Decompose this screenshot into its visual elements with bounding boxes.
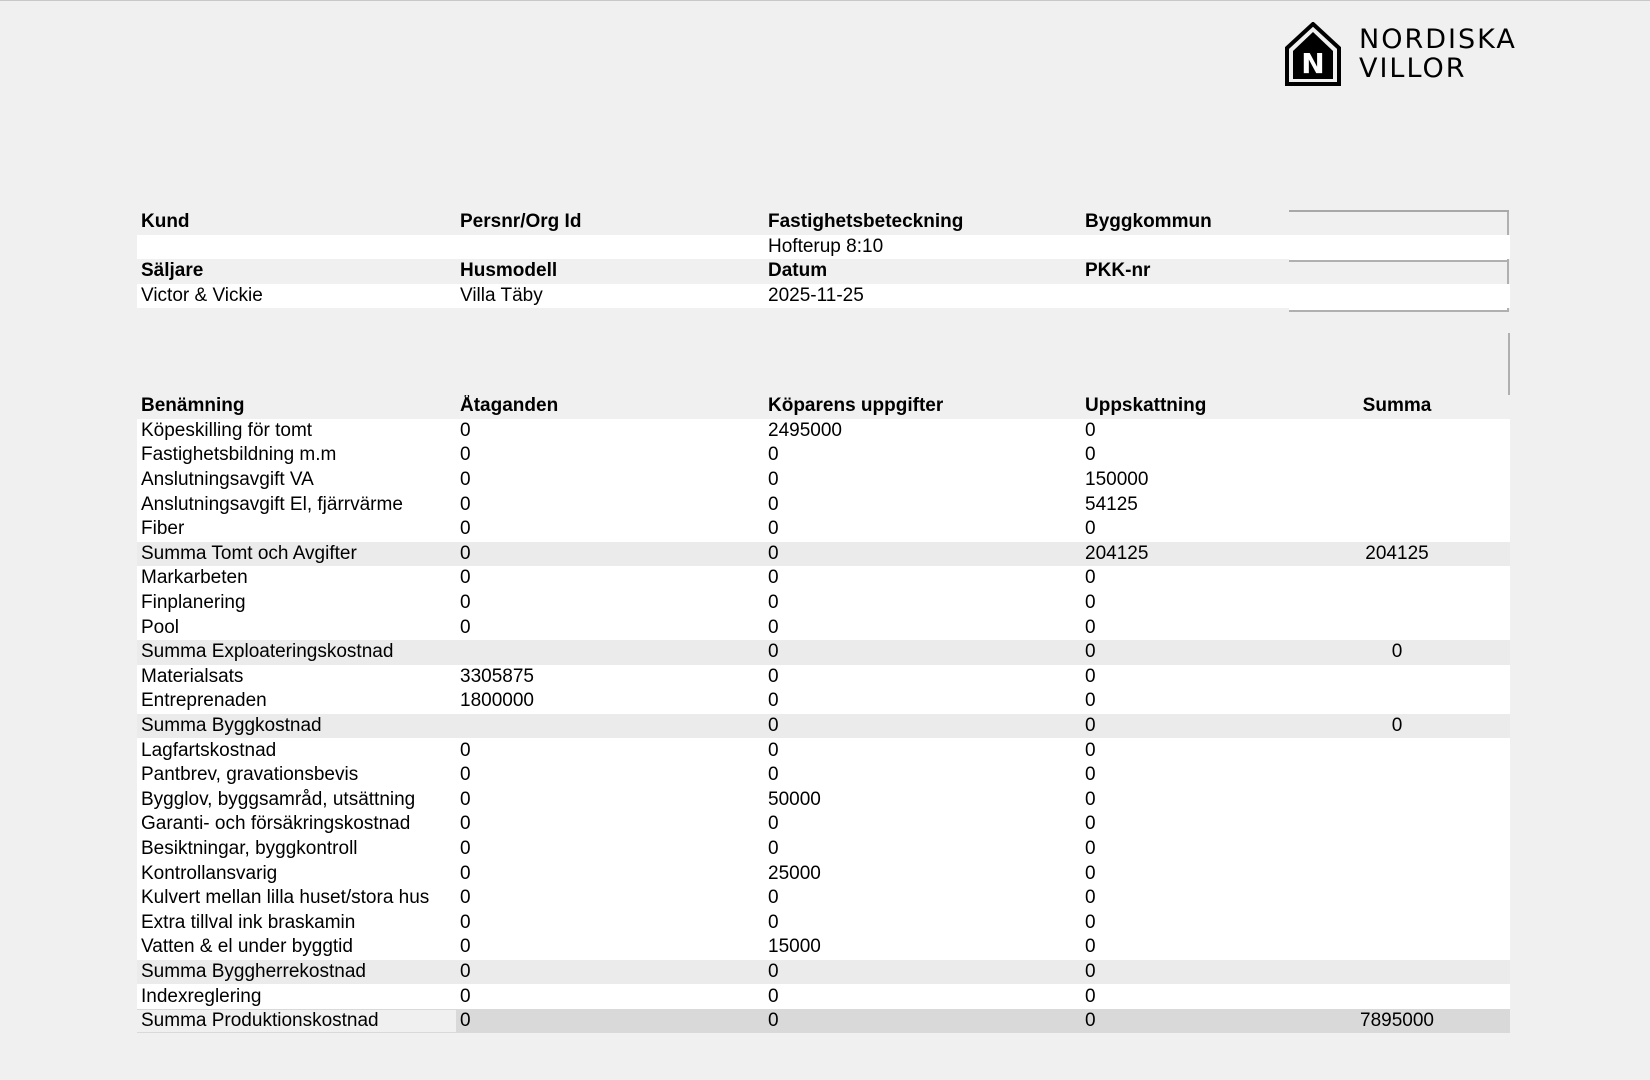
subtotal-row — [137, 640, 1510, 665]
row-label: Fastighetsbildning m.m — [141, 444, 337, 466]
cost-header-benamning: Benämning — [141, 395, 245, 417]
info-cell-husmodell[interactable]: Villa Täby — [460, 285, 543, 307]
house-logo-icon — [1285, 22, 1341, 86]
row-label: Kontrollansvarig — [141, 862, 278, 884]
row-label: Besiktningar, byggkontroll — [141, 837, 358, 859]
table-row — [137, 419, 1510, 444]
table-cell[interactable]: 0 — [1085, 837, 1096, 859]
table-cell[interactable]: 0 — [460, 985, 471, 1007]
table-cell[interactable]: 0 — [1085, 518, 1096, 540]
table-cell[interactable]: 1800000 — [460, 690, 534, 712]
subtotal-row — [137, 714, 1510, 739]
row-label: Anslutningsavgift VA — [141, 469, 314, 491]
info-header: Fastighetsbeteckning — [768, 211, 964, 233]
table-cell[interactable]: 0 — [1085, 911, 1096, 933]
table-cell[interactable]: 0 — [1085, 764, 1096, 786]
table-cell[interactable]: 0 — [1085, 862, 1096, 884]
info-value-row — [137, 284, 1510, 309]
table-cell[interactable]: 15000 — [768, 936, 821, 958]
table-cell[interactable]: 0 — [768, 444, 779, 466]
table-cell[interactable]: 0 — [768, 739, 779, 761]
info-header: Datum — [768, 260, 828, 282]
info-value-row — [137, 235, 1510, 260]
table-cell[interactable]: 0 — [768, 887, 779, 909]
table-cell[interactable]: 0 — [460, 518, 471, 540]
table-cell[interactable]: 54125 — [1085, 493, 1138, 515]
table-cell[interactable]: 0 — [768, 715, 779, 737]
brand-line-2: VILLOR — [1359, 53, 1467, 84]
row-label: Anslutningsavgift El, fjärrvärme — [141, 493, 403, 515]
table-row — [137, 763, 1510, 788]
table-row — [137, 591, 1510, 616]
row-label: Köpeskilling för tomt — [141, 419, 313, 441]
info-header: Byggkommun — [1085, 211, 1212, 233]
table-row — [137, 665, 1510, 690]
table-cell[interactable]: 0 — [460, 936, 471, 958]
table-cell[interactable]: 25000 — [768, 862, 821, 884]
total-row — [137, 1009, 1510, 1034]
table-row — [137, 788, 1510, 813]
table-cell[interactable]: 0 — [1085, 715, 1096, 737]
table-cell[interactable]: 0 — [1085, 665, 1096, 687]
cost-rows — [137, 419, 1510, 1034]
row-label: Summa Tomt och Avgifter — [141, 542, 357, 564]
table-row — [137, 566, 1510, 591]
brand-logo — [1285, 22, 1517, 86]
table-cell[interactable]: 0 — [1391, 641, 1403, 663]
row-label: Summa Exploateringskostnad — [141, 641, 394, 663]
info-table — [137, 210, 1510, 308]
table-cell[interactable]: 0 — [460, 419, 471, 441]
row-label: Indexreglering — [141, 985, 262, 1007]
info-cell-datum[interactable]: 2025-11-25 — [768, 285, 864, 307]
row-label: Kulvert mellan lilla huset/stora hus — [141, 887, 430, 909]
table-cell[interactable]: 0 — [768, 690, 779, 712]
table-cell[interactable]: 0 — [768, 1010, 779, 1032]
table-cell[interactable]: 0 — [768, 493, 779, 515]
info-header: Kund — [141, 211, 190, 233]
subtotal-row — [137, 542, 1510, 567]
table-cell[interactable]: 0 — [768, 837, 779, 859]
row-label: Entreprenaden — [141, 690, 267, 712]
table-cell[interactable]: 0 — [460, 960, 471, 982]
table-cell[interactable]: 0 — [460, 764, 471, 786]
table-row — [137, 689, 1510, 714]
row-label: Materialsats — [141, 665, 244, 687]
table-cell[interactable]: 0 — [460, 1010, 471, 1032]
info-header: Persnr/Org Id — [460, 211, 582, 233]
table-cell[interactable]: 0 — [460, 592, 471, 614]
table-cell[interactable]: 0 — [768, 616, 779, 638]
cost-header-row — [137, 394, 1510, 419]
row-label: Garanti- och försäkringskostnad — [141, 813, 411, 835]
row-label: Summa Byggherrekostnad — [141, 960, 366, 982]
table-cell[interactable]: 0 — [1085, 641, 1096, 663]
table-cell[interactable]: 0 — [768, 665, 779, 687]
table-cell[interactable]: 0 — [1085, 444, 1096, 466]
table-cell[interactable]: 0 — [1085, 936, 1096, 958]
table-cell[interactable]: 0 — [460, 567, 471, 589]
row-label: Pantbrev, gravationsbevis — [141, 764, 359, 786]
table-cell[interactable]: 0 — [768, 911, 779, 933]
table-row — [137, 615, 1510, 640]
info-header: PKK-nr — [1085, 260, 1151, 282]
table-row — [137, 492, 1510, 517]
table-cell[interactable]: 150000 — [1085, 469, 1149, 491]
table-row — [137, 886, 1510, 911]
table-cell[interactable]: 0 — [768, 567, 779, 589]
table-cell[interactable]: 0 — [1085, 739, 1096, 761]
table-cell[interactable]: 0 — [768, 592, 779, 614]
table-cell[interactable]: 0 — [460, 837, 471, 859]
table-cell[interactable]: 0 — [768, 518, 779, 540]
divider-line — [1508, 333, 1510, 395]
table-cell[interactable]: 0 — [768, 764, 779, 786]
brand-line-1: NORDISKA — [1359, 24, 1517, 55]
table-row — [137, 812, 1510, 837]
row-label: Bygglov, byggsamråd, utsättning — [141, 788, 416, 810]
subtotal-row — [137, 960, 1510, 985]
table-cell[interactable]: 0 — [1085, 419, 1096, 441]
table-cell[interactable]: 204125 — [1085, 542, 1149, 564]
cost-header-koparens: Köparens uppgifter — [768, 395, 944, 417]
table-cell[interactable]: 0 — [1085, 887, 1096, 909]
table-cell[interactable]: 0 — [1085, 960, 1096, 982]
info-cell-saljare[interactable]: Victor & Vickie — [141, 285, 263, 307]
info-header: Husmodell — [460, 260, 558, 282]
row-label: Summa Produktionskostnad — [137, 1010, 456, 1032]
table-cell[interactable]: 7895000 — [1360, 1010, 1434, 1032]
table-cell[interactable]: 0 — [768, 641, 779, 663]
cost-header-summa: Summa — [1362, 395, 1432, 417]
table-cell[interactable]: 0 — [460, 862, 471, 884]
table-row — [137, 861, 1510, 886]
info-header-row — [137, 259, 1510, 284]
cost-header-ataganden: Åtaganden — [460, 395, 559, 417]
table-cell[interactable]: 0 — [460, 616, 471, 638]
table-cell[interactable]: 0 — [1085, 788, 1096, 810]
table-cell[interactable]: 204125 — [1365, 542, 1429, 564]
table-row — [137, 517, 1510, 542]
table-cell[interactable]: 0 — [1085, 813, 1096, 835]
table-cell[interactable]: 2495000 — [768, 419, 842, 441]
row-label: Extra tillval ink braskamin — [141, 911, 356, 933]
table-cell[interactable]: 0 — [460, 493, 471, 515]
table-cell[interactable]: 0 — [768, 985, 779, 1007]
table-cell[interactable]: 0 — [768, 542, 779, 564]
row-label: Markarbeten — [141, 567, 248, 589]
table-cell[interactable]: 0 — [460, 887, 471, 909]
brand-name — [1359, 25, 1517, 83]
row-label: Lagfartskostnad — [141, 739, 277, 761]
table-cell[interactable]: 0 — [460, 788, 471, 810]
table-cell[interactable]: 0 — [1085, 690, 1096, 712]
row-label: Pool — [141, 616, 180, 638]
table-cell[interactable]: 0 — [1085, 1010, 1096, 1032]
row-label: Fiber — [141, 518, 185, 540]
table-cell[interactable]: 0 — [1085, 567, 1096, 589]
table-cell[interactable]: 0 — [1085, 592, 1096, 614]
table-cell[interactable]: 0 — [768, 469, 779, 491]
table-cell[interactable]: 0 — [1085, 985, 1096, 1007]
table-row — [137, 984, 1510, 1009]
table-cell[interactable]: 0 — [460, 469, 471, 491]
table-cell[interactable]: 50000 — [768, 788, 821, 810]
table-cell[interactable]: 0 — [460, 542, 471, 564]
table-cell[interactable]: 0 — [768, 960, 779, 982]
table-cell[interactable]: 0 — [460, 813, 471, 835]
table-cell[interactable]: 3305875 — [460, 665, 534, 687]
table-cell[interactable]: 0 — [460, 911, 471, 933]
table-row — [137, 468, 1510, 493]
cost-table — [137, 394, 1510, 1033]
svg-text:N: N — [1301, 47, 1325, 80]
info-header-row — [137, 210, 1510, 235]
table-cell[interactable]: 0 — [1085, 616, 1096, 638]
table-row — [137, 738, 1510, 763]
table-cell[interactable]: 0 — [768, 813, 779, 835]
table-row — [137, 837, 1510, 862]
table-row — [137, 935, 1510, 960]
cost-header-uppskattning: Uppskattning — [1085, 395, 1207, 417]
table-cell[interactable]: 0 — [460, 739, 471, 761]
table-cell[interactable]: 0 — [1391, 715, 1403, 737]
sheet-top-border — [0, 0, 1650, 1]
row-label: Finplanering — [141, 592, 246, 614]
info-cell-fastighet[interactable]: Hofterup 8:10 — [768, 235, 884, 257]
info-header: Säljare — [141, 260, 204, 282]
row-label: Summa Byggkostnad — [141, 715, 322, 737]
row-label: Vatten & el under byggtid — [141, 936, 353, 958]
table-row — [137, 910, 1510, 935]
table-cell[interactable]: 0 — [460, 444, 471, 466]
table-row — [137, 443, 1510, 468]
